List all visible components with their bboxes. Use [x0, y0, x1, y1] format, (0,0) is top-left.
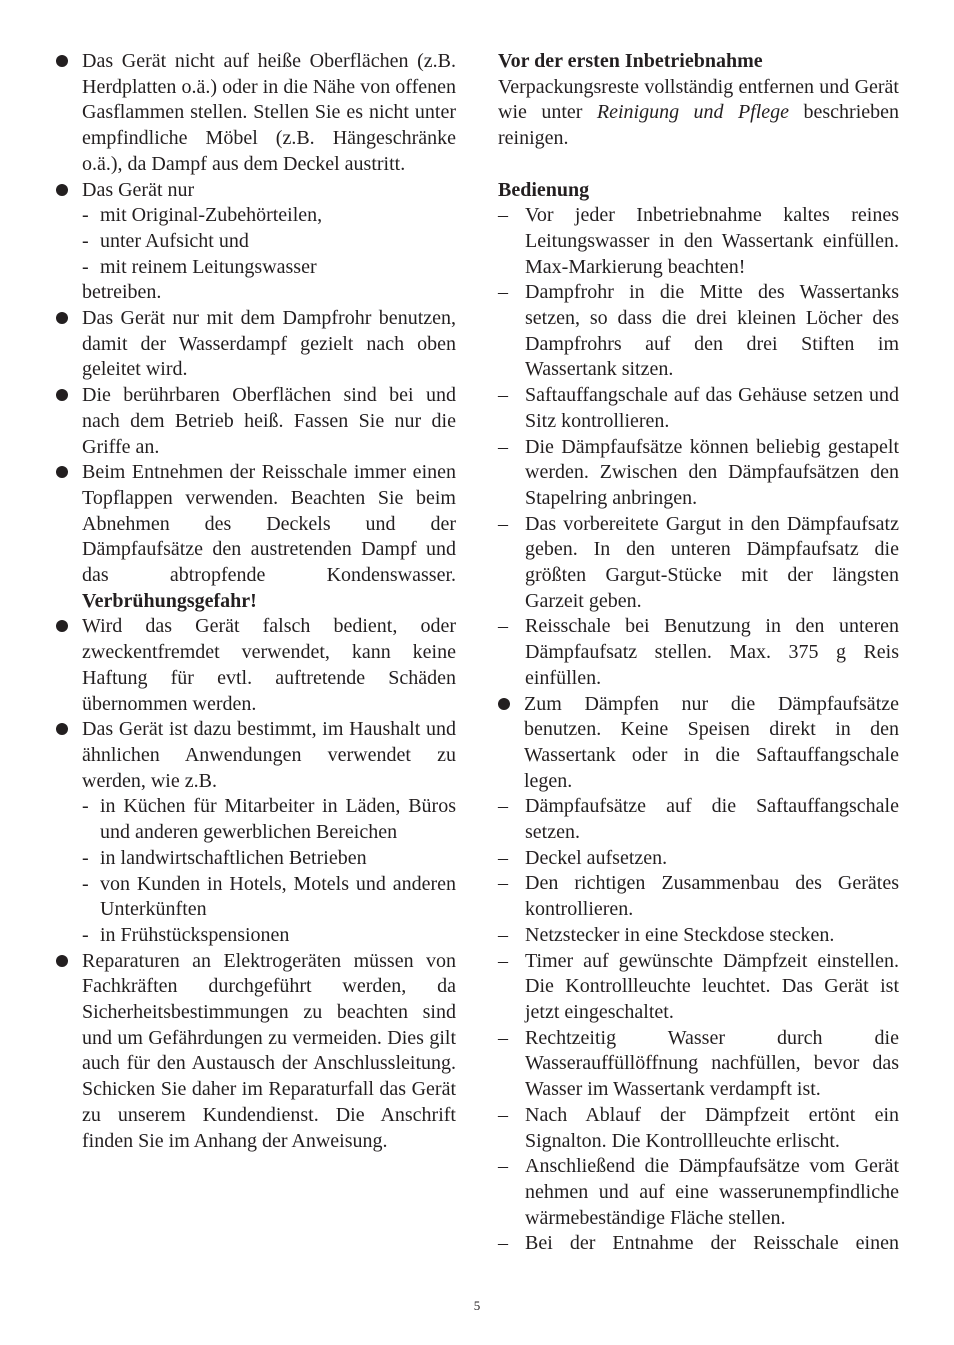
bullet-dot-icon: [56, 466, 68, 478]
step-item: – Dampfrohr in die Mitte des Wassertanks setzen, so dass die drei kleinen Löcher des Dampfrohrs auf den drei Stiften im Wassertank sitzen.: [498, 281, 899, 381]
bullet-dot-icon: [56, 620, 68, 632]
bullet-dot-icon: [56, 955, 68, 967]
step-item: – Rechtzeitig Wasser durch die Wasserauffüllöffnung nachfüllen, bevor das Wasser im Wassertank verdampft ist.: [498, 1026, 899, 1101]
page-number: 5: [473, 1298, 481, 1313]
step-item: – Vor jeder Inbetriebnahme kaltes reines Leitungswasser in den Wassertank einfüllen. Max-Markierung beachten!: [498, 204, 899, 278]
bullet-dot-icon: [56, 723, 68, 735]
bullet-dot-icon: [56, 55, 68, 67]
step-item: – Saftauffangschale auf das Gehäuse setzen und Sitz kontrollieren.: [498, 384, 899, 432]
step-item: – Anschließend die Dämpfaufsätze vom Gerät nehmen und auf eine wasserunempfindliche wärmebeständige Fläche stellen.: [498, 1155, 899, 1229]
paragraph: Verpackungsreste vollständig entfernen und Gerät wie unter Reinigung und Pflege beschrieben reinigen.: [498, 75, 900, 150]
safety-item: Die berührbaren Oberflächen sind bei und nach dem Betrieb heiß. Fassen Sie nur die Griffe an.: [56, 383, 456, 460]
safety-item: Wird das Gerät falsch bedient, oder zweckentfremdet verwendet, kann keine Haftung für evtl. auftretende Schäden übernommen werden.: [56, 614, 456, 717]
safety-item: Das Gerät nur: [56, 178, 456, 204]
step-item: – Die Dämpfaufsätze können beliebig gestapelt werden. Zwischen den Dämpfaufsätzen den Stapelring anbringen.: [498, 435, 899, 509]
safety-item: Das Gerät ist dazu bestimmt, im Haushalt und ähnlichen Anwendungen verwendet zu werden, wie z.B.: [56, 717, 456, 794]
safety-item: Das Gerät nur mit dem Dampfrohr benutzen, damit der Wasserdampf gezielt nach oben geleitet wird.: [56, 306, 456, 383]
warning-text: Verbrühungsgefahr!: [82, 589, 257, 612]
step-item: – Deckel aufsetzen.: [498, 846, 668, 869]
step-item: – Netzstecker in eine Steckdose stecken.: [498, 923, 835, 946]
step-item: – Den richtigen Zusammenbau des Gerätes kontrollieren.: [498, 872, 899, 921]
sub-item: - von Kunden in Hotels, Motels und anderen Unterkünften: [82, 872, 456, 921]
right-column: [498, 49, 899, 1257]
step-item: Zum Dämpfen nur die Dämpfaufsätze benutzen. Keine Speisen direkt in den Wassertank oder in die Saftauffangschale legen.: [498, 692, 899, 795]
bullet-dot-icon: [498, 698, 510, 710]
item-tail: betreiben.: [82, 281, 162, 304]
safety-item: Beim Entnehmen der Reisschale immer einen Topflappen verwenden. Beachten Sie beim Abnehmen des Deckels und der Dämpfaufsätze den austretenden Dampf und das abtropfende Kondenswasser. Verbrühungsgefahr!: [56, 460, 456, 614]
sub-item: - mit Original-Zubehörteilen,: [82, 204, 323, 227]
step-item: – Timer auf gewünschte Dämpfzeit einstellen. Die Kontrollleuchte leuchtet. Das Gerät ist jetzt eingeschaltet.: [498, 949, 899, 1023]
bullet-dot-icon: [56, 312, 68, 324]
sub-item: - unter Aufsicht und: [82, 229, 249, 252]
section-heading: Vor der ersten Inbetriebnahme: [498, 50, 763, 72]
sub-item: - in Küchen für Mitarbeiter in Läden, Büros und anderen gewerblichen Bereichen: [82, 795, 456, 844]
step-item: – Bei der Entnahme der Reisschale einen: [498, 1232, 899, 1255]
safety-item: Reparaturen an Elektrogeräten müssen von Fachkräften durchgeführt werden, da Sicherheitsbestimmungen zu beachten sind und um Gefährdungen zu vermeiden. Dies gilt auch für den Austausch der Anschlussleitung. Schicken Sie daher im Reparaturfall das Gerät zu unserem Kundendienst. Die Anschrift finden Sie im Anhang der Anweisung.: [56, 949, 456, 1155]
step-item: – Das vorbereitete Gargut in den Dämpfaufsatz geben. In den unteren Dämpfaufsatz die größten Gargut-Stücke mit der längsten Garzeit geben.: [498, 512, 899, 612]
sub-item: - mit reinem Leitungswasser: [82, 255, 317, 278]
sub-item: - in landwirtschaftlichen Betrieben: [82, 846, 367, 869]
step-item: – Dämpfaufsätze auf die Saftauffangschale setzen.: [498, 795, 899, 844]
sub-item: - in Frühstückspensionen: [82, 923, 290, 946]
section-heading: Bedienung: [498, 178, 590, 201]
safety-item: Das Gerät nicht auf heiße Oberflächen (z.B. Herdplatten o.ä.) oder in die Nähe von offenen Gasflammen stellen. Stellen Sie es nicht unter empfindliche Möbel (z.B. Hängeschränke o.ä.), da Dampf aus dem Deckel austritt.: [56, 49, 456, 178]
bullet-dot-icon: [56, 389, 68, 401]
left-column: [56, 49, 456, 1154]
step-item: – Reisschale bei Benutzung in den unteren Dämpfaufsatz stellen. Max. 375 g Reis einfüllen.: [498, 615, 899, 689]
bullet-dot-icon: [56, 184, 68, 196]
spacer: [498, 152, 899, 178]
step-item: – Nach Ablauf der Dämpfzeit ertönt ein Signalton. Die Kontrollleuchte erlischt.: [498, 1103, 899, 1152]
